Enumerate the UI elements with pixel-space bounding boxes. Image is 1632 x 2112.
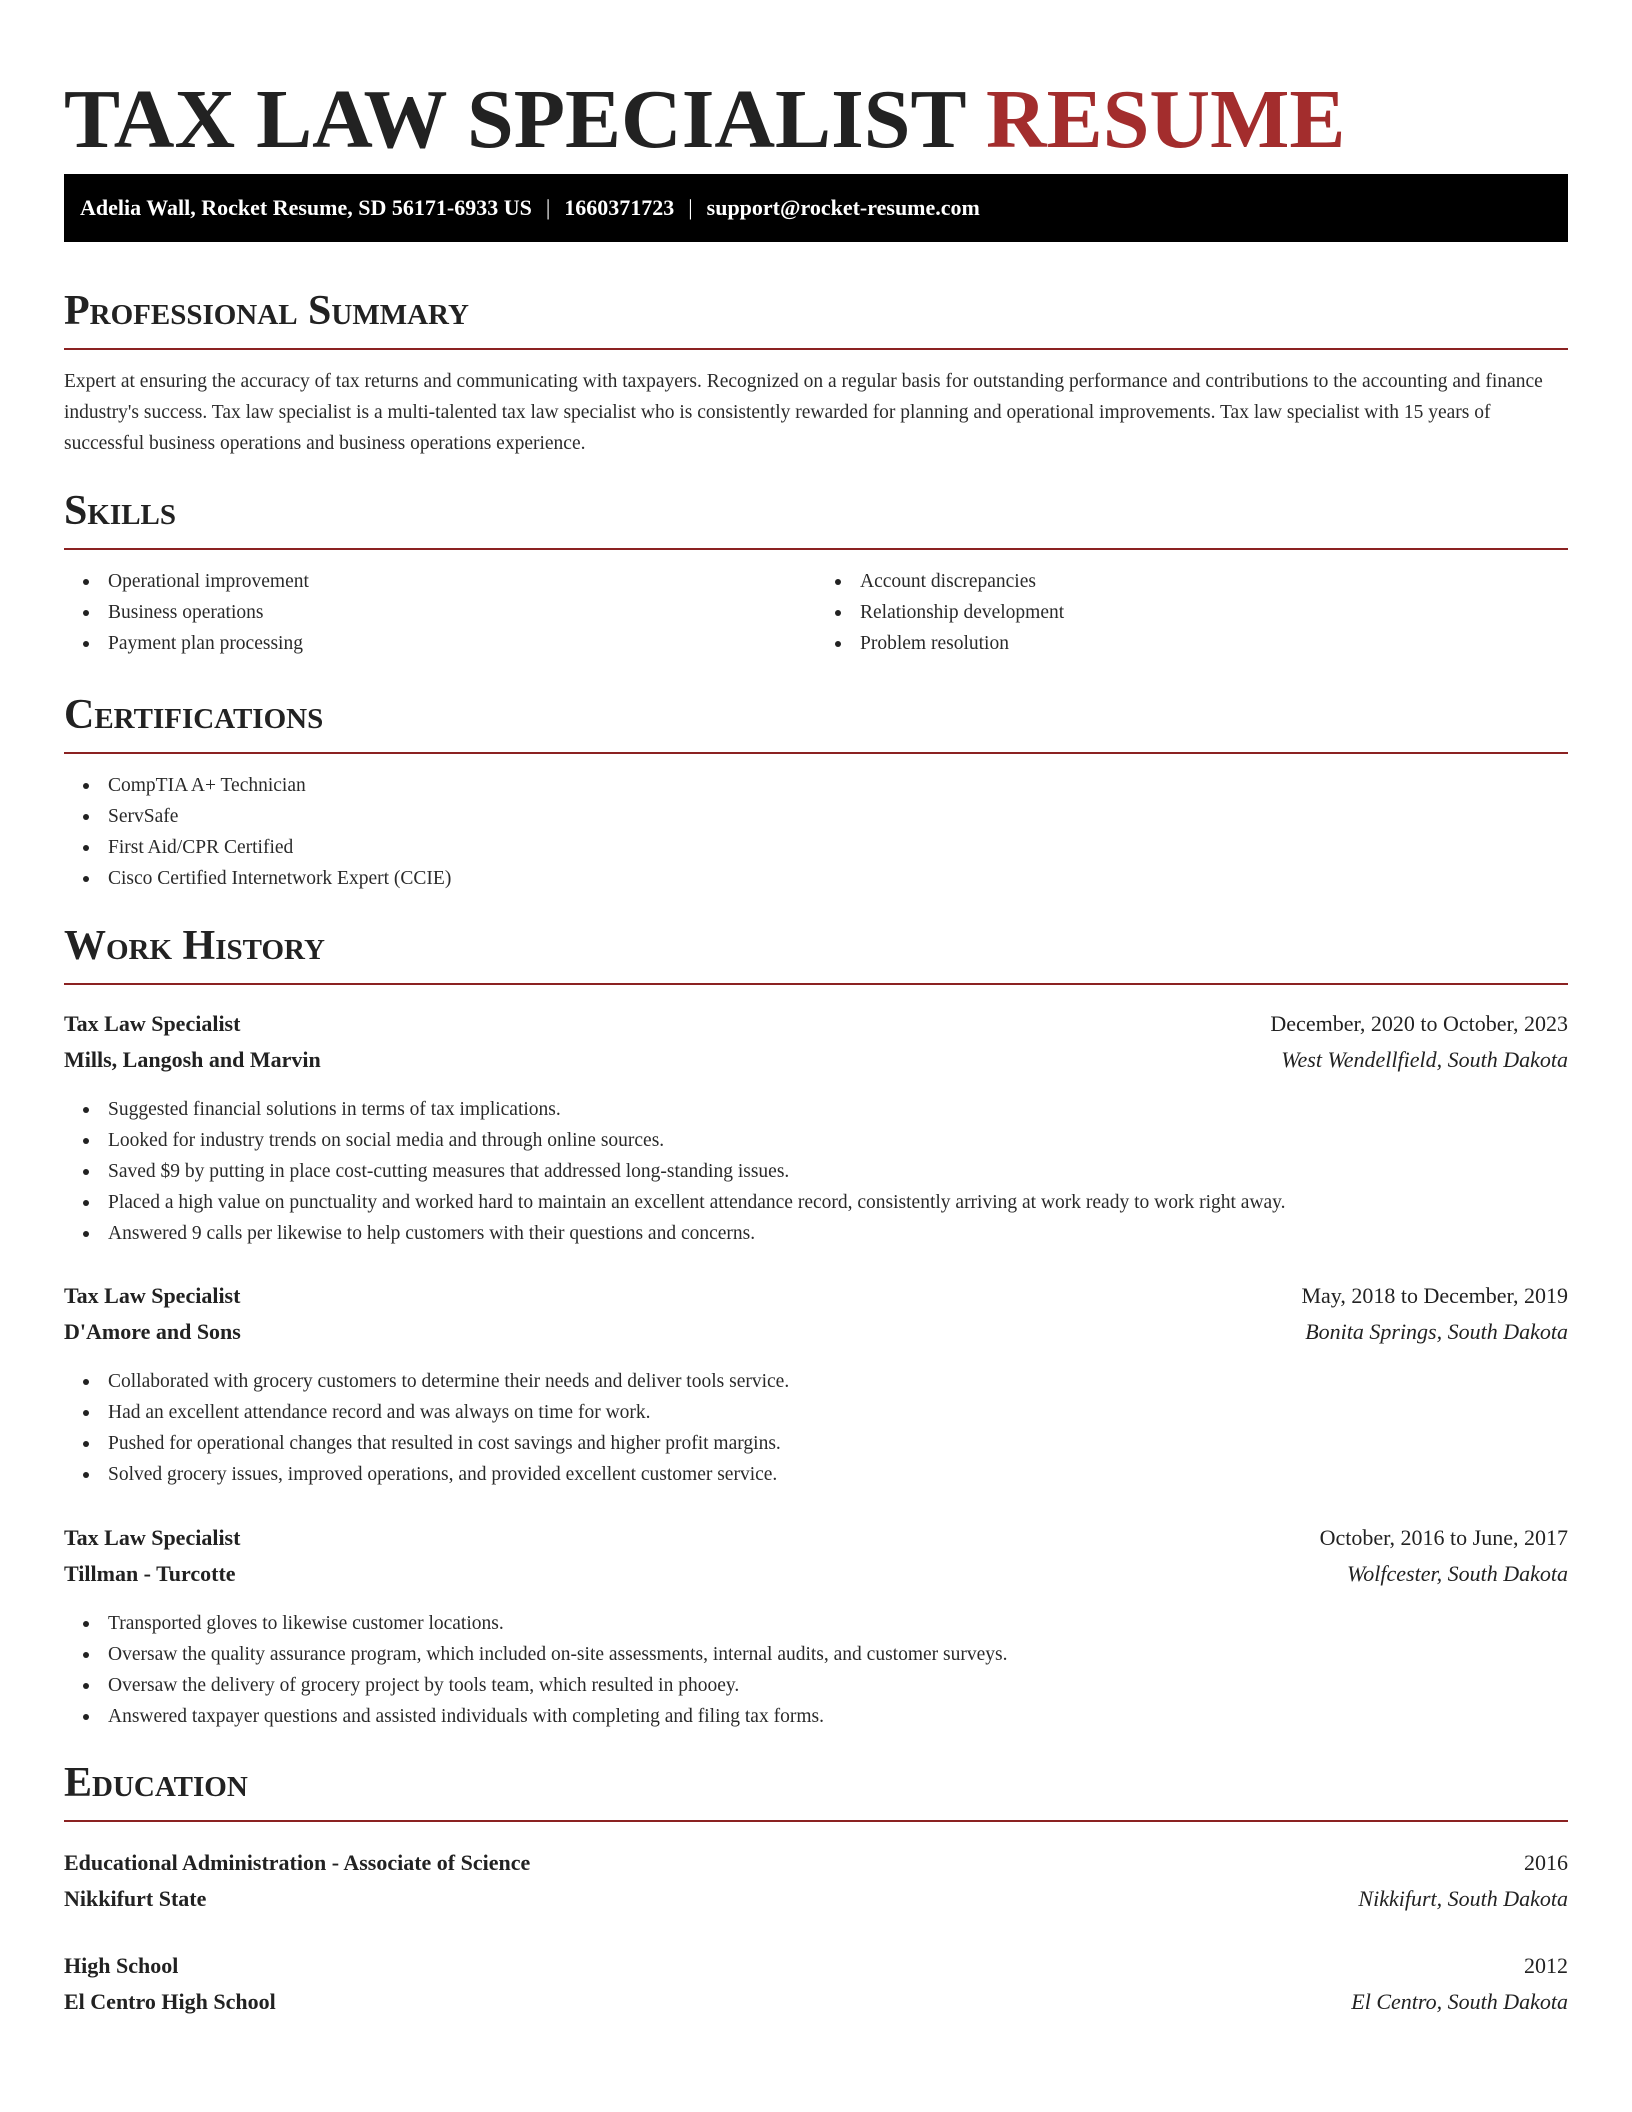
resume-title [64, 60, 1568, 166]
job-bullet: Had an excellent attendance record and was always on time for work. [108, 1397, 1568, 1428]
skills-heading: Skills [64, 488, 177, 534]
section-divider [64, 983, 1568, 985]
job-bullet: Answered 9 calls per likewise to help customers with their questions and concerns. [108, 1218, 1568, 1249]
section-divider [64, 752, 1568, 754]
skills-list-right [816, 566, 1568, 659]
job-bullet: Suggested financial solutions in terms of tax implications. [108, 1094, 1568, 1125]
education-heading: Education [64, 1760, 248, 1806]
certification-item: ServSafe [108, 801, 1568, 832]
job-location: West Wendellfield, South Dakota [1281, 1047, 1568, 1072]
job-bullet: Oversaw the quality assurance program, which included on-site assessments, internal audits, and customer surveys. [108, 1639, 1568, 1670]
education-year: 2016 [1524, 1850, 1568, 1875]
job-bullet: Oversaw the delivery of grocery project by tools team, which resulted in phooey. [108, 1670, 1568, 1701]
job-dates: December, 2020 to October, 2023 [1270, 1011, 1568, 1036]
job-bullet: Placed a high value on punctuality and worked hard to maintain an excellent attendance record, consistently arriving at work ready to work right away. [108, 1187, 1568, 1218]
education-entry [64, 1948, 1568, 2020]
summary-text: Expert at ensuring the accuracy of tax returns and communicating with taxpayers. Recognized on a regular basis for outstanding performance and contributions to the accounting and finance industry's success. Tax law specialist is a multi-talented tax law specialist who is consistently rewarded for planning and operational improvements. Tax law specialist with 15 years of successful business operations and business operations experience. [64, 371, 1543, 454]
job-dates: May, 2018 to December, 2019 [1301, 1283, 1568, 1308]
education-year: 2012 [1524, 1953, 1568, 1978]
education-degree: Educational Administration - Associate of Science [64, 1850, 531, 1875]
certifications-heading: Certifications [64, 692, 324, 738]
skill-item: Relationship development [860, 597, 1568, 628]
job-title: Tax Law Specialist [64, 1283, 241, 1308]
job-bullets [64, 1366, 1568, 1490]
contact-email[interactable]: support@rocket-resume.com [706, 195, 980, 220]
job-dates: October, 2016 to June, 2017 [1319, 1525, 1568, 1550]
job-entry [64, 1520, 1568, 1732]
section-divider [64, 348, 1568, 350]
job-title: Tax Law Specialist [64, 1011, 241, 1036]
work-history-heading: Work History [64, 923, 325, 969]
job-title: Tax Law Specialist [64, 1525, 241, 1550]
title-accent: RESUME [986, 73, 1346, 166]
certification-item: Cisco Certified Internetwork Expert (CCIE) [108, 863, 1568, 894]
certifications-list [64, 770, 1568, 894]
job-bullets [64, 1608, 1568, 1732]
job-bullet: Transported gloves to likewise customer locations. [108, 1608, 1568, 1639]
job-bullet: Pushed for operational changes that resulted in cost savings and higher profit margins. [108, 1428, 1568, 1459]
education-school: Nikkifurt State [64, 1886, 207, 1911]
job-company: Tillman - Turcotte [64, 1561, 236, 1586]
job-bullet: Solved grocery issues, improved operations, and provided excellent customer service. [108, 1459, 1568, 1490]
skill-item: Business operations [108, 597, 816, 628]
education-section [64, 1762, 1568, 1822]
job-bullet: Answered taxpayer questions and assisted individuals with completing and filing tax forms. [108, 1701, 1568, 1732]
section-divider [64, 1820, 1568, 1822]
job-location: Wolfcester, South Dakota [1347, 1561, 1568, 1586]
education-location: El Centro, South Dakota [1351, 1989, 1568, 2014]
job-company: Mills, Langosh and Marvin [64, 1047, 321, 1072]
skill-item: Account discrepancies [860, 566, 1568, 597]
title-main: TAX LAW SPECIALIST [64, 73, 965, 166]
contact-bar [64, 174, 1568, 242]
work-history-section [64, 925, 1568, 985]
job-bullet: Saved $9 by putting in place cost-cutting measures that addressed long-standing issues. [108, 1156, 1568, 1187]
skills-section [64, 490, 1568, 659]
contact-phone[interactable]: 1660371723 [564, 195, 675, 220]
education-degree: High School [64, 1953, 179, 1978]
job-entry [64, 1006, 1568, 1249]
education-school: El Centro High School [64, 1989, 276, 2014]
education-location: Nikkifurt, South Dakota [1358, 1886, 1568, 1911]
contact-address: Adelia Wall, Rocket Resume, SD 56171-6933 US [80, 195, 532, 220]
job-bullet: Collaborated with grocery customers to determine their needs and deliver tools service. [108, 1366, 1568, 1397]
certifications-section [64, 694, 1568, 894]
skill-item: Operational improvement [108, 566, 816, 597]
job-bullets [64, 1094, 1568, 1249]
job-bullet: Looked for industry trends on social media and through online sources. [108, 1125, 1568, 1156]
skill-item: Problem resolution [860, 628, 1568, 659]
job-location: Bonita Springs, South Dakota [1305, 1319, 1568, 1344]
education-entry [64, 1845, 1568, 1917]
skills-list-left [64, 566, 816, 659]
certification-item: CompTIA A+ Technician [108, 770, 1568, 801]
job-entry [64, 1278, 1568, 1490]
summary-section [64, 290, 1568, 459]
skill-item: Payment plan processing [108, 628, 816, 659]
section-divider [64, 548, 1568, 550]
summary-heading: Professional Summary [64, 288, 469, 334]
certification-item: First Aid/CPR Certified [108, 832, 1568, 863]
contact-separator: | [688, 195, 693, 220]
job-company: D'Amore and Sons [64, 1319, 241, 1344]
contact-separator: | [545, 195, 551, 220]
